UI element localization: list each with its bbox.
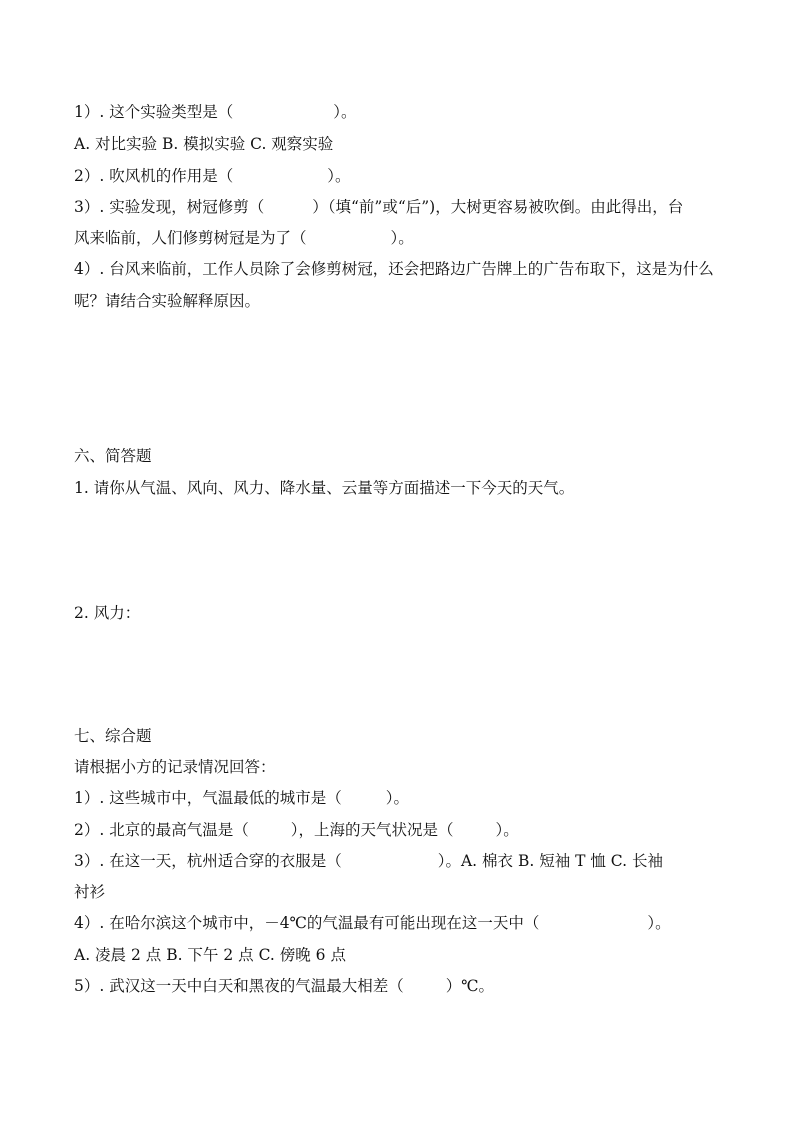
exp-question-3-line-2 [74, 228, 414, 248]
question-text: ），上海的天气状况是（ [290, 821, 454, 839]
question-text: ）。 [647, 914, 671, 932]
question-text: ）℃。 [445, 977, 495, 995]
question-text: ）。 [495, 821, 519, 839]
question-text: 1）. 这个实验类型是（ [74, 103, 234, 121]
exp-question-3-line-1 [74, 197, 683, 217]
section-6-title: 六、简答题 [74, 447, 152, 465]
question-text: 3）. 实验发现，树冠修剪（ [74, 198, 265, 216]
exp-question-4-line-1: 4）. 台风来临前，工作人员除了会修剪树冠，还会把路边广告牌上的广告布取下，这是为什么 [74, 260, 714, 278]
exp-question-4-line-2: 呢？请结合实验解释原因。 [74, 292, 261, 310]
question-text: 3）. 在这一天，杭州适合穿的衣服是（ [74, 852, 342, 870]
section-7-intro: 请根据小方的记录情况回答： [74, 758, 276, 776]
question-text: ）（填“前”或“后”)，大树更容易被吹倒。由此得出，台 [312, 198, 684, 216]
section-6-question-2: 2. 风力： [74, 604, 141, 622]
section-7-question-1 [74, 788, 409, 808]
question-text: 风来临前，人们修剪树冠是为了（ [74, 229, 307, 247]
section-7-question-4 [74, 913, 671, 933]
exp-question-1-options: A. 对比实验 B. 模拟实验 C. 观察实验 [74, 135, 334, 153]
section-6-question-1: 1. 请你从气温、风向、风力、降水量、云量等方面描述一下今天的天气。 [74, 479, 575, 497]
question-text: ）。 [390, 229, 414, 247]
exp-question-2 [74, 166, 350, 186]
section-7-question-3-line-2: 衬衫 [74, 883, 106, 901]
section-7-question-4-options: A. 凌晨 2 点 B. 下午 2 点 C. 傍晚 6 点 [74, 946, 346, 964]
question-text: 2）. 吹风机的作用是（ [74, 167, 234, 185]
question-text: ）。 [333, 103, 357, 121]
question-text: ）。 [385, 789, 409, 807]
section-7-title: 七、综合题 [74, 727, 152, 745]
section-7-question-5 [74, 976, 494, 996]
question-text: 5）. 武汉这一天中白天和黑夜的气温最大相差（ [74, 977, 404, 995]
exp-question-1 [74, 102, 356, 122]
question-text: ）。 [327, 167, 351, 185]
question-text: 1）. 这些城市中，气温最低的城市是（ [74, 789, 342, 807]
question-text: ）。A. 棉衣 B. 短袖 T 恤 C. 长袖 [437, 852, 663, 870]
section-7-question-3-line-1 [74, 851, 663, 871]
question-text: 2）. 北京的最高气温是（ [74, 821, 249, 839]
question-text: 4）. 在哈尔滨这个城市中，－4℃的气温最有可能出现在这一天中（ [74, 914, 540, 932]
section-7-question-2 [74, 820, 519, 840]
